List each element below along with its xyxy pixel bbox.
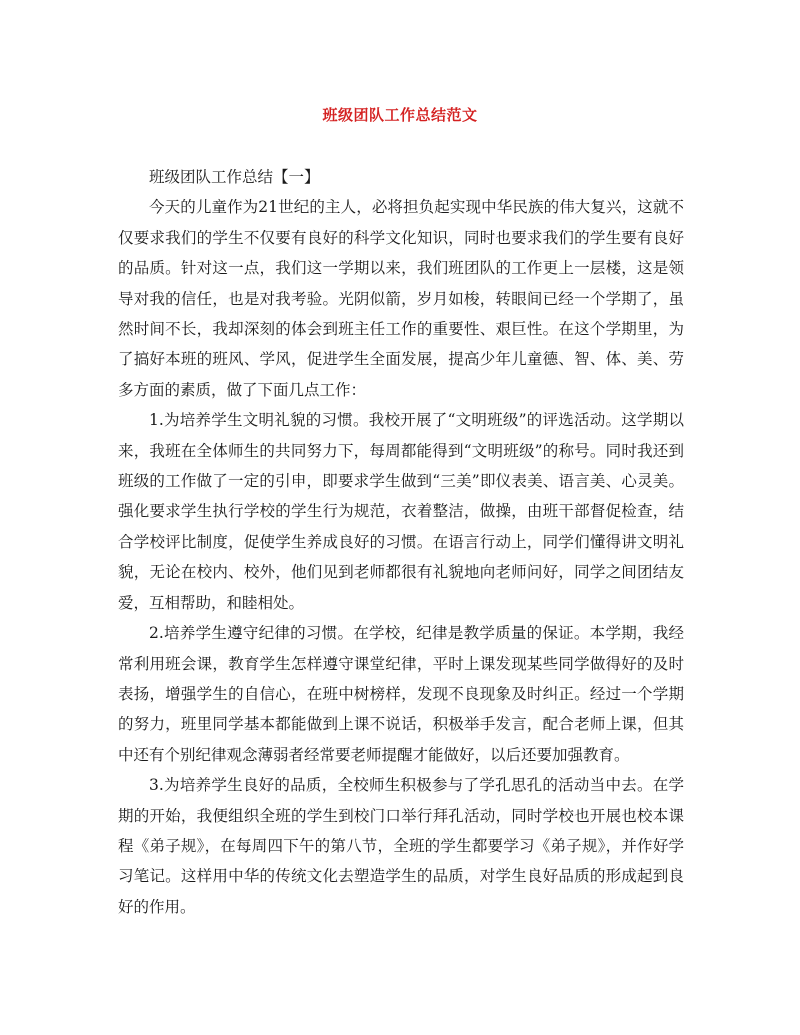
paragraph-item-3: 3.为培养学生良好的品质，全校师生积极参与了学孔思孔的活动当中去。在学期的开始，我便组织全班的学生到校门口举行拜孔活动，同时学校也开展也校本课程《弟子规》，在每周四下午的第八节，全班的学生都要学习《弟子规》，并作好学习笔记。这样用中华的传统文化去塑造学生的品质，对学生良好品质的形成起到良好的作用。 [118, 776, 684, 916]
paragraph-item-2: 2.培养学生遵守纪律的习惯。在学校，纪律是教学质量的保证。本学期，我经常利用班会课，教育学生怎样遵守课堂纪律，平时上课发现某些同学做得好的及时表扬，增强学生的自信心，在班中树榜样，发现不良现象及时纠正。经过一个学期的努力，班里同学基本都能做到上课不说话，积极举手发言，配合老师上课，但其中还有个别纪律观念薄弱者经常要老师提醒才能做好，以后还要加强教育。 [118, 624, 684, 764]
paragraph-intro: 今天的儿童作为21世纪的主人，必将担负起实现中华民族的伟大复兴，这就不仅要求我们的学生不仅要有良好的科学文化知识，同时也要求我们的学生要有良好的品质。针对这一点，我们这一学期以来，我们班团队的工作更上一层楼，这是领导对我的信任，也是对我考验。光阴似箭，岁月如梭，转眼间已经一个学期了，虽然时间不长，我却深刻的体会到班主任工作的重要性、艰巨性。在这个学期里，为了搞好本班的班风、学风，促进学生全面发展，提高少年儿童德、智、体、美、劳多方面的素质，做了下面几点工作： [118, 198, 684, 399]
document-title: 班级团队工作总结范文 [322, 106, 478, 124]
section-heading: 班级团队工作总结【一】 [149, 168, 320, 186]
paragraph-item-1: 1.为培养学生文明礼貌的习惯。我校开展了“文明班级”的评选活动。这学期以来，我班在全体师生的共同努力下，每周都能得到“文明班级”的称号。同时我还到班级的工作做了一定的引申，即要求学生做到“三美”即仪表美、语言美、心灵美。强化要求学生执行学校的学生行为规范，衣着整洁，做操，由班干部督促检查，结合学校评比制度，促使学生养成良好的习惯。在语言行动上，同学们懂得讲文明礼貌，无论在校内、校外，他们见到老师都很有礼貌地向老师问好，同学之间团结友爱，互相帮助，和睦相处。 [118, 411, 684, 612]
document-body [118, 162, 684, 922]
